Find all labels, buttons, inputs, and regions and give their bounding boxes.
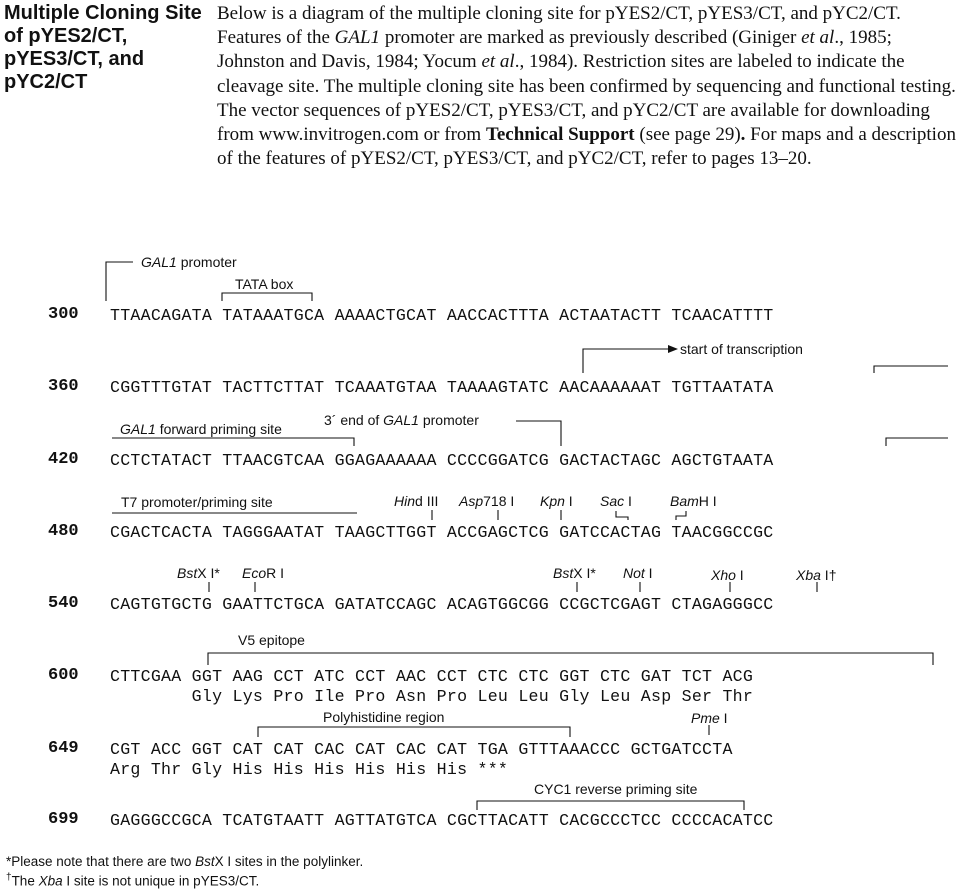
tata-box-bracket <box>222 293 312 301</box>
gal1-forward-bracket <box>112 438 354 446</box>
row-number: 360 <box>48 377 79 396</box>
sequence-row: CGGTTTGTAT TACTTCTTAT TCAAATGTAA TAAAAGTATC AACAAAAAAT TGTTAATATA <box>110 378 774 397</box>
noti-label: Not I <box>623 565 653 581</box>
gal1-end-label: 3´ end of GAL1 promoter <box>324 412 479 428</box>
sequence-row: TTAACAGATA TATAAATGCA AAAACTGCAT AACCACTTTA ACTAATACTT TCAACATTTT <box>110 306 774 325</box>
sequence-row: CAGTGTGCTG GAATTCTGCA GATATCCAGC ACAGTGGCGG CCGCTCGAGT CTAGAGGGCC <box>110 595 774 614</box>
hindiii-label: Hind III <box>394 493 439 509</box>
footnote-bstxi: *Please note that there are two BstX I sites in the polylinker. <box>6 854 364 869</box>
xbai-label: Xba I† <box>796 567 837 583</box>
cyc1-label: CYC1 reverse priming site <box>534 781 698 797</box>
row-number: 300 <box>48 305 79 324</box>
xhoi-label: Xho I <box>711 567 744 583</box>
row-number: 649 <box>48 739 79 758</box>
bamhi-label: BamH I <box>670 493 717 509</box>
sequence-row: CGACTCACTA TAGGGAATAT TAAGCTTGGT ACCGAGCTCG GATCCACTAG TAACGGCCGC <box>110 523 774 542</box>
row-number: 600 <box>48 666 79 685</box>
ecori-label: EcoR I <box>242 565 285 581</box>
start-transcription-label: start of transcription <box>680 341 803 357</box>
row-number: 480 <box>48 522 79 541</box>
gal1-promoter-bracket <box>106 262 133 301</box>
sequence-row: GAGGGCCGCA TCATGTAATT AGTTATGTCA CGCTTACATT CACGCCCTCC CCCCACATCC <box>110 811 774 830</box>
v5-epitope-label: V5 epitope <box>238 632 305 648</box>
kpni-label: Kpn I <box>540 493 573 509</box>
gal1-forward-label: GAL1 forward priming site <box>120 421 282 437</box>
footnote-xbai: †The Xba I site is not unique in pYES3/CT. <box>6 872 260 889</box>
sequence-row: CTTCGAA GGT AAG CCT ATC CCT AAC CCT CTC CTC GGT CTC GAT TCT ACG <box>110 667 754 686</box>
row-number: 699 <box>48 810 79 829</box>
tata-box-label: TATA box <box>235 276 294 292</box>
t7-label: T7 promoter/priming site <box>121 494 273 510</box>
asp718i-label: Asp718 I <box>459 493 515 509</box>
saci-label: Sac I <box>600 493 632 509</box>
polyhis-label: Polyhistidine region <box>323 709 445 725</box>
pmei-label: Pme I <box>691 710 728 726</box>
bstxi-label-2: BstX I* <box>553 565 596 581</box>
polyhis-bracket <box>258 727 570 737</box>
intro-paragraph: Below is a diagram of the multiple cloning site for pYES2/CT, pYES3/CT, and pYC2/CT. Features of the GAL1 promoter are marked as previously described (Giniger et al., 1985; Johnston and Davis, 1984; Yocum et al., 1984). Restriction sites are labeled to indicate the cleavage site. The multiple cloning site has been confirmed by sequencing and functional testing. The vector sequences of pYES2/CT, pYES3/CT, and pYC2/CT are available for downloading from www.invitrogen.com or from Technical Support (see page 29). For maps and a description of the features of pYES2/CT, pYES3/CT, and pYC2/CT, refer to pages 13–20. <box>217 3 956 170</box>
gal1-promoter-label: GAL1 promoter <box>141 254 237 270</box>
sequence-row: CGT ACC GGT CAT CAT CAC CAT CAC CAT TGA GTTTAAACCC GCTGATCCTA <box>110 740 733 759</box>
amino-acid-row: Arg Thr Gly His His His His His His *** <box>110 760 509 779</box>
transcription-start-arrow <box>583 349 672 373</box>
technical-support-link: Technical Support <box>485 124 635 146</box>
row-number: 420 <box>48 450 79 469</box>
gal1-end-line <box>516 421 561 446</box>
bstxi-label-1: BstX I* <box>177 565 220 581</box>
amino-acid-row: Gly Lys Pro Ile Pro Asn Pro Leu Leu Gly Leu Asp Ser Thr <box>110 687 754 706</box>
section-heading: Multiple Cloning Site of pYES2/CT, pYES3/CT, and pYC2/CT <box>4 2 202 93</box>
sequence-row: CCTCTATACT TTAACGTCAA GGAGAAAAAA CCCCGGATCG GACTACTAGC AGCTGTAATA <box>110 451 774 470</box>
v5-epitope-bracket <box>208 653 933 665</box>
row-number: 540 <box>48 594 79 613</box>
cyc1-bracket <box>477 801 744 810</box>
